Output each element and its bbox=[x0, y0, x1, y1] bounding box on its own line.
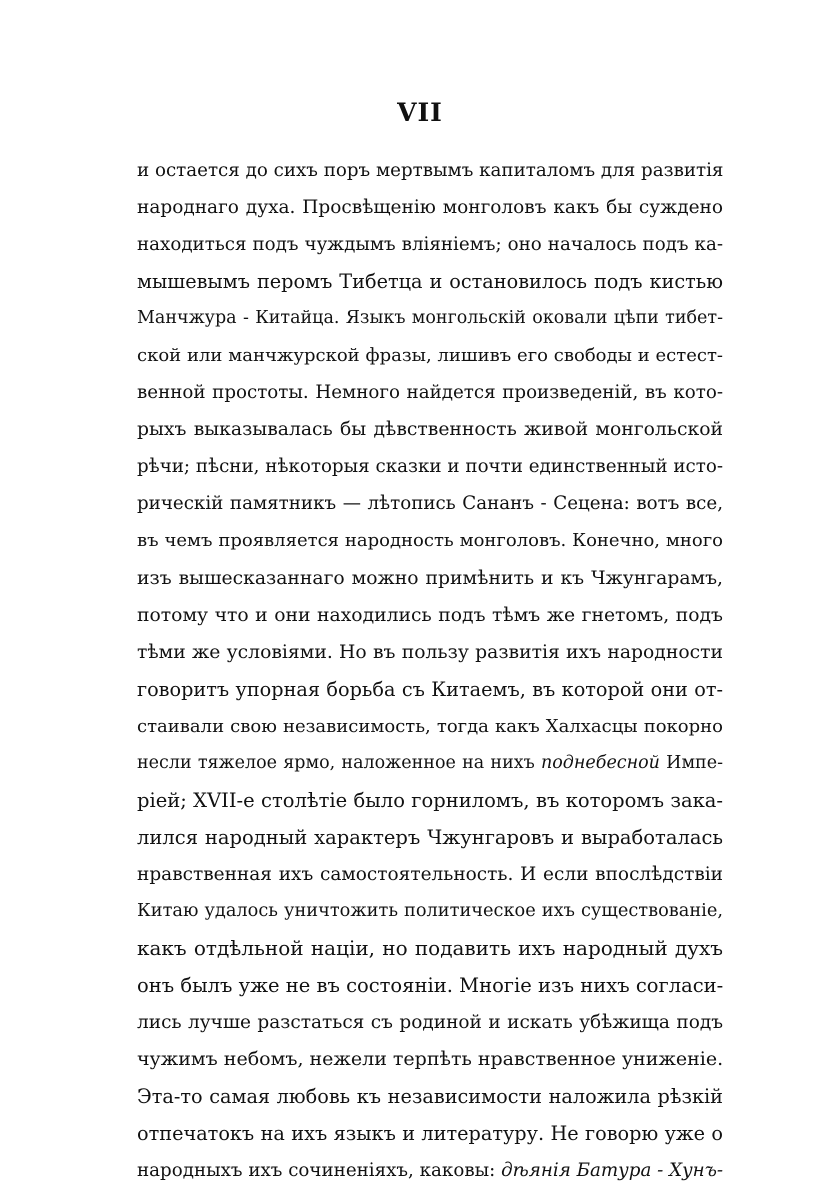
text-line bbox=[137, 893, 723, 930]
text-line bbox=[137, 226, 723, 263]
text-segment: рыхъ выказывалась бы дѣвственность живой монгольской bbox=[137, 419, 723, 441]
text-line bbox=[137, 522, 723, 559]
text-segment: отпечатокъ на ихъ языкъ и литературу. Не говорю уже о bbox=[137, 1122, 723, 1146]
text-segment: народныхъ ихъ сочиненіяхъ, каковы: bbox=[137, 1160, 502, 1182]
italic-text: поднебесной bbox=[540, 752, 660, 773]
text-segment: Эта-то самая любовь къ независимости наложила рѣзкій bbox=[137, 1085, 723, 1109]
text-segment: ріей; XVII-е столѣтіе было горниломъ, въ которомъ зака- bbox=[137, 788, 723, 812]
text-line bbox=[137, 634, 723, 671]
text-segment: тѣми же условіями. Но въ пользу развитія ихъ народности bbox=[137, 641, 723, 663]
text-segment: венной простоты. Немного найдется произведеній, въ кото- bbox=[137, 382, 723, 404]
text-segment: говоритъ упорная борьба съ Китаемъ, въ которой они от- bbox=[137, 677, 723, 701]
text-line bbox=[137, 263, 723, 300]
text-segment: мышевымъ перомъ Тибетца и остановилось подъ кистью bbox=[137, 270, 723, 294]
text-segment: нравственная ихъ самостоятельность. И если впослѣдствіи bbox=[137, 863, 723, 885]
text-segment: ской или манчжурской фразы, лишивъ его свободы и естест- bbox=[137, 345, 723, 367]
text-line bbox=[137, 930, 723, 967]
text-segment: въ чемъ проявляется народность монголовъ. Конечно, много bbox=[137, 530, 723, 552]
text-line bbox=[137, 597, 723, 634]
text-line bbox=[137, 411, 723, 448]
text-segment: рѣчи; пѣсни, нѣкоторыя сказки и почти единственный исто- bbox=[137, 456, 723, 478]
text-line bbox=[137, 708, 723, 745]
text-segment: находиться подъ чуждымъ вліяніемъ; оно началось подъ ка- bbox=[137, 234, 723, 256]
text-line bbox=[137, 967, 723, 1004]
body-text bbox=[137, 152, 723, 1189]
text-segment: лился народный характеръ Чжунгаровъ и выработалась bbox=[137, 825, 723, 849]
text-segment: Манчжура - Китайца. Языкъ монгольскій оковали цѣпи тибет- bbox=[137, 308, 723, 329]
text-line bbox=[137, 374, 723, 411]
text-segment: несли тяжелое ярмо, наложенное на нихъ bbox=[137, 752, 541, 773]
italic-text: дѣянія Батура - Хунъ- bbox=[501, 1160, 723, 1182]
text-segment: онъ былъ уже не въ состояніи. Многіе изъ нихъ согласи- bbox=[137, 974, 723, 998]
text-segment: потому что и они находились подъ тѣмъ же гнетомъ, подъ bbox=[137, 604, 723, 626]
text-segment: изъ вышесказаннаго можно примѣнить и къ Чжунгарамъ, bbox=[137, 567, 723, 589]
text-line bbox=[137, 152, 723, 189]
text-segment: народнаго духа. Просвѣщенію монголовъ какъ бы суждено bbox=[137, 197, 723, 219]
text-segment: стаивали свою независимость, тогда какъ Халхасцы покорно bbox=[137, 715, 723, 737]
text-line bbox=[137, 1078, 723, 1115]
text-line bbox=[137, 485, 723, 522]
text-line bbox=[137, 1152, 723, 1189]
text-segment: и остается до сихъ поръ мертвымъ капиталомъ для развитія bbox=[137, 160, 723, 181]
text-line bbox=[137, 189, 723, 226]
text-line bbox=[137, 560, 723, 597]
text-line bbox=[137, 448, 723, 485]
page-number: VII bbox=[397, 98, 443, 127]
text-line bbox=[137, 856, 723, 893]
text-segment: чужимъ небомъ, нежели терпѣть нравственное униженіе. bbox=[137, 1048, 723, 1071]
text-segment: Импе- bbox=[659, 752, 723, 773]
text-segment: какъ отдѣльной націи, но подавить ихъ народный духъ bbox=[137, 935, 723, 960]
text-segment: лись лучше разстаться съ родиной и искать убѣжища подъ bbox=[137, 1012, 723, 1034]
text-line bbox=[137, 337, 723, 374]
text-segment: рическій памятникъ — лѣтопись Сананъ - Сецена: вотъ все, bbox=[137, 493, 723, 515]
text-line bbox=[137, 819, 723, 856]
text-line bbox=[137, 300, 723, 337]
text-line bbox=[137, 782, 723, 819]
text-segment: Китаю удалось уничтожить политическое ихъ существованіе, bbox=[137, 900, 723, 921]
text-line bbox=[137, 1041, 723, 1078]
text-line bbox=[137, 1115, 723, 1152]
text-line bbox=[137, 1004, 723, 1041]
text-line bbox=[137, 745, 723, 782]
text-line bbox=[137, 671, 723, 708]
